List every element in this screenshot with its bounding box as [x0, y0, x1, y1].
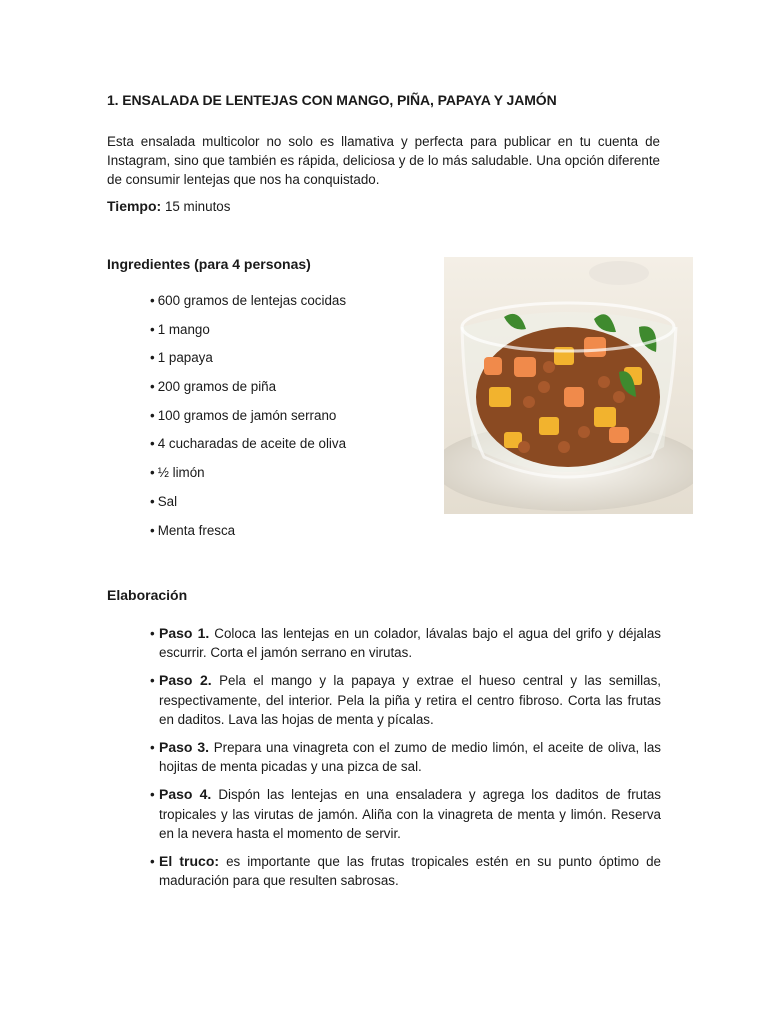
list-item: • 100 gramos de jamón serrano [150, 407, 346, 436]
step-item [150, 671, 661, 729]
ingredients-heading: Ingredientes (para 4 personas) [107, 256, 311, 272]
list-item: • Menta fresca [150, 522, 346, 551]
list-item: • 4 cucharadas de aceite de oliva [150, 435, 346, 464]
salad-bowl-icon [444, 257, 693, 514]
step-text: Pela el mango y la papaya y extrae el hueso central y las semillas, respectivamente, del interior. Pela la piña y retira el centro fibroso. Corta las frutas en daditos. Lava las hojas de menta y pícalas. [159, 673, 661, 727]
step-label: Paso 3. [159, 739, 209, 756]
list-item: • 1 mango [150, 321, 346, 350]
time-value: 15 minutos [164, 199, 231, 214]
list-item: • Sal [150, 493, 346, 522]
step-label: Paso 4. [159, 786, 212, 803]
list-item: • 200 gramos de piña [150, 378, 346, 407]
recipe-time [107, 198, 230, 214]
step-label: Paso 2. [159, 672, 212, 689]
step-item [150, 738, 661, 776]
recipe-intro: Esta ensalada multicolor no solo es llamativa y perfecta para publicar en tu cuenta de Instagram, sino que también es rápida, deliciosa y de lo más saludable. Una opción diferente de consumir lentejas que nos ha conquistado. [107, 134, 660, 187]
time-label: Tiempo: [107, 198, 162, 214]
step-text: Dispón las lentejas en una ensaladera y agrega los daditos de frutas tropicales y las virutas de jamón. Aliña con la vinagreta de menta y limón. Reserva en la nevera hasta el momento de servir. [159, 787, 661, 841]
recipe-title: 1. ENSALADA DE LENTEJAS CON MANGO, PIÑA, PAPAYA Y JAMÓN [107, 92, 557, 108]
tip-label: El truco: [159, 853, 220, 870]
step-label: Paso 1. [159, 625, 210, 641]
step-text: Prepara una vinagreta con el zumo de medio limón, el aceite de oliva, las hojitas de menta picadas y una pizca de sal. [159, 740, 661, 775]
step-text: Coloca las lentejas en un colador, lávalas bajo el agua del grifo y déjalas escurrir. Corta el jamón serrano en virutas. [159, 626, 662, 661]
elaboration-heading: Elaboración [107, 587, 188, 603]
ingredients-list [150, 292, 346, 550]
list-item: • ½ limón [150, 464, 346, 493]
salad-bowl-photo [444, 257, 693, 514]
step-item [150, 785, 661, 843]
step-item [150, 624, 661, 662]
tip-item [150, 852, 661, 890]
list-item: • 1 papaya [150, 349, 346, 378]
list-item: • 600 gramos de lentejas cocidas [150, 292, 346, 321]
steps-list [150, 624, 661, 899]
tip-text: es importante que las frutas tropicales estén en su punto óptimo de maduración para que resulten sabrosas. [159, 854, 662, 889]
